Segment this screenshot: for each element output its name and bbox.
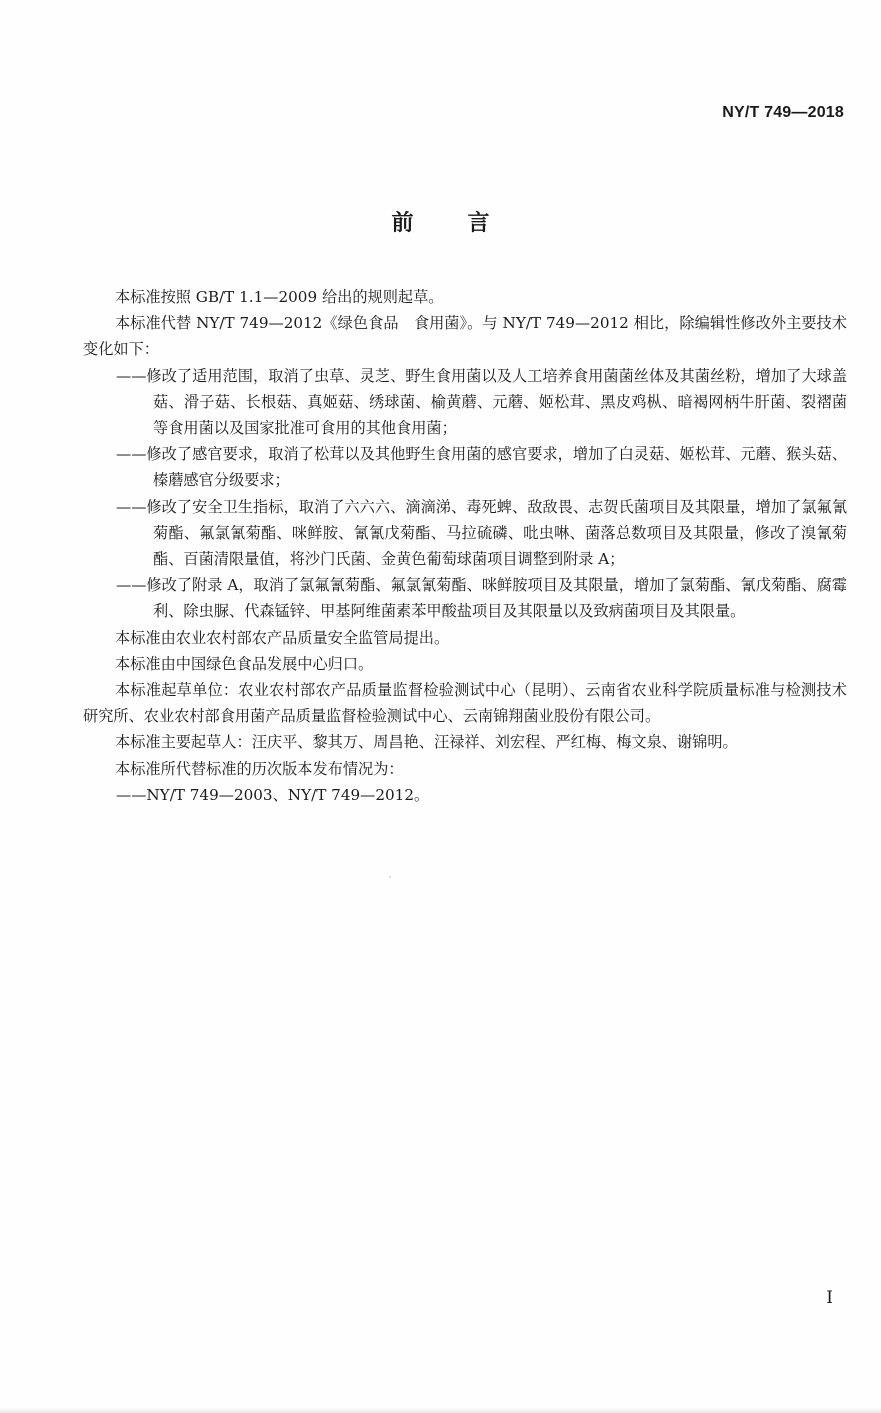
history-item: ——NY/T 749—2003、NY/T 749—2012。 — [116, 785, 430, 804]
scan-bottom-edge — [0, 1407, 881, 1413]
change-item-scope: ——修改了适用范围，取消了虫草、灵芝、野生食用菌以及人工培养食用菌菌丝体及其菌丝粉，增加了大球盖菇、滑子菇、长根菇、真姬菇、绣球菌、榆黄蘑、元蘑、姬松茸、黑皮鸡枞、暗褐网柄牛肝菌、裂褶菌等食用菌以及国家批准可食用的其他食用菌； — [116, 366, 847, 438]
paragraph-drafters: 本标准主要起草人：汪庆平、黎其万、周昌艳、汪禄祥、刘宏程、严红梅、梅文泉、谢锦明。 — [115, 733, 738, 752]
paragraph-history: 本标准所代替标准的历次版本发布情况为： — [115, 759, 404, 778]
paragraph-replacement: 本标准代替 NY/T 749—2012《绿色食品 食用菌》。与 NY/T 749—2012 相比，除编辑性修改外主要技术变化如下： — [83, 314, 847, 359]
paragraph-drafting-units: 本标准起草单位：农业农村部农产品质量监督检验测试中心（昆明）、云南省农业科学院质量标准与检测技术研究所、农业农村部食用菌产品质量监督检验测试中心、云南锦翔菌业股份有限公司。 — [83, 681, 847, 726]
paragraph-centralized-by: 本标准由中国绿色食品发展中心归口。 — [115, 654, 374, 673]
foreword-body — [83, 284, 847, 808]
paragraph-drafting-rules: 本标准按照 GB/T 1.1—2009 给出的规则起草。 — [115, 288, 444, 306]
scan-speck — [389, 876, 391, 878]
change-item-safety: ——修改了安全卫生指标，取消了六六六、滴滴涕、毒死蜱、敌敌畏、志贺氏菌项目及其限量，增加了氯氟氰菊酯、氟氯氰菊酯、咪鲜胺、氰氰戊菊酯、马拉硫磷、吡虫啉、菌落总数项目及其限量，修改了溴氰菊酯、百菌清限量值，将沙门氏菌、金黄色葡萄球菌项目调整到附录 A； — [116, 497, 847, 569]
page-number: I — [826, 1288, 833, 1308]
paragraph-proposed-by: 本标准由农业农村部农产品质量安全监管局提出。 — [115, 628, 450, 647]
standard-code: NY/T 749—2018 — [722, 104, 844, 121]
page-title: 前言 — [391, 211, 544, 236]
change-item-appendix: ——修改了附录 A，取消了氯氟氰菊酯、氟氯氰菊酯、咪鲜胺项目及其限量，增加了氯菊酯、氰戊菊酯、腐霉利、除虫脲、代森锰锌、甲基阿维菌素苯甲酸盐项目及其限量以及致病菌项目及其限量。 — [116, 576, 847, 621]
change-item-sensory: ——修改了感官要求，取消了松茸以及其他野生食用菌的感官要求，增加了白灵菇、姬松茸、元蘑、猴头菇、榛蘑感官分级要求； — [116, 445, 847, 490]
